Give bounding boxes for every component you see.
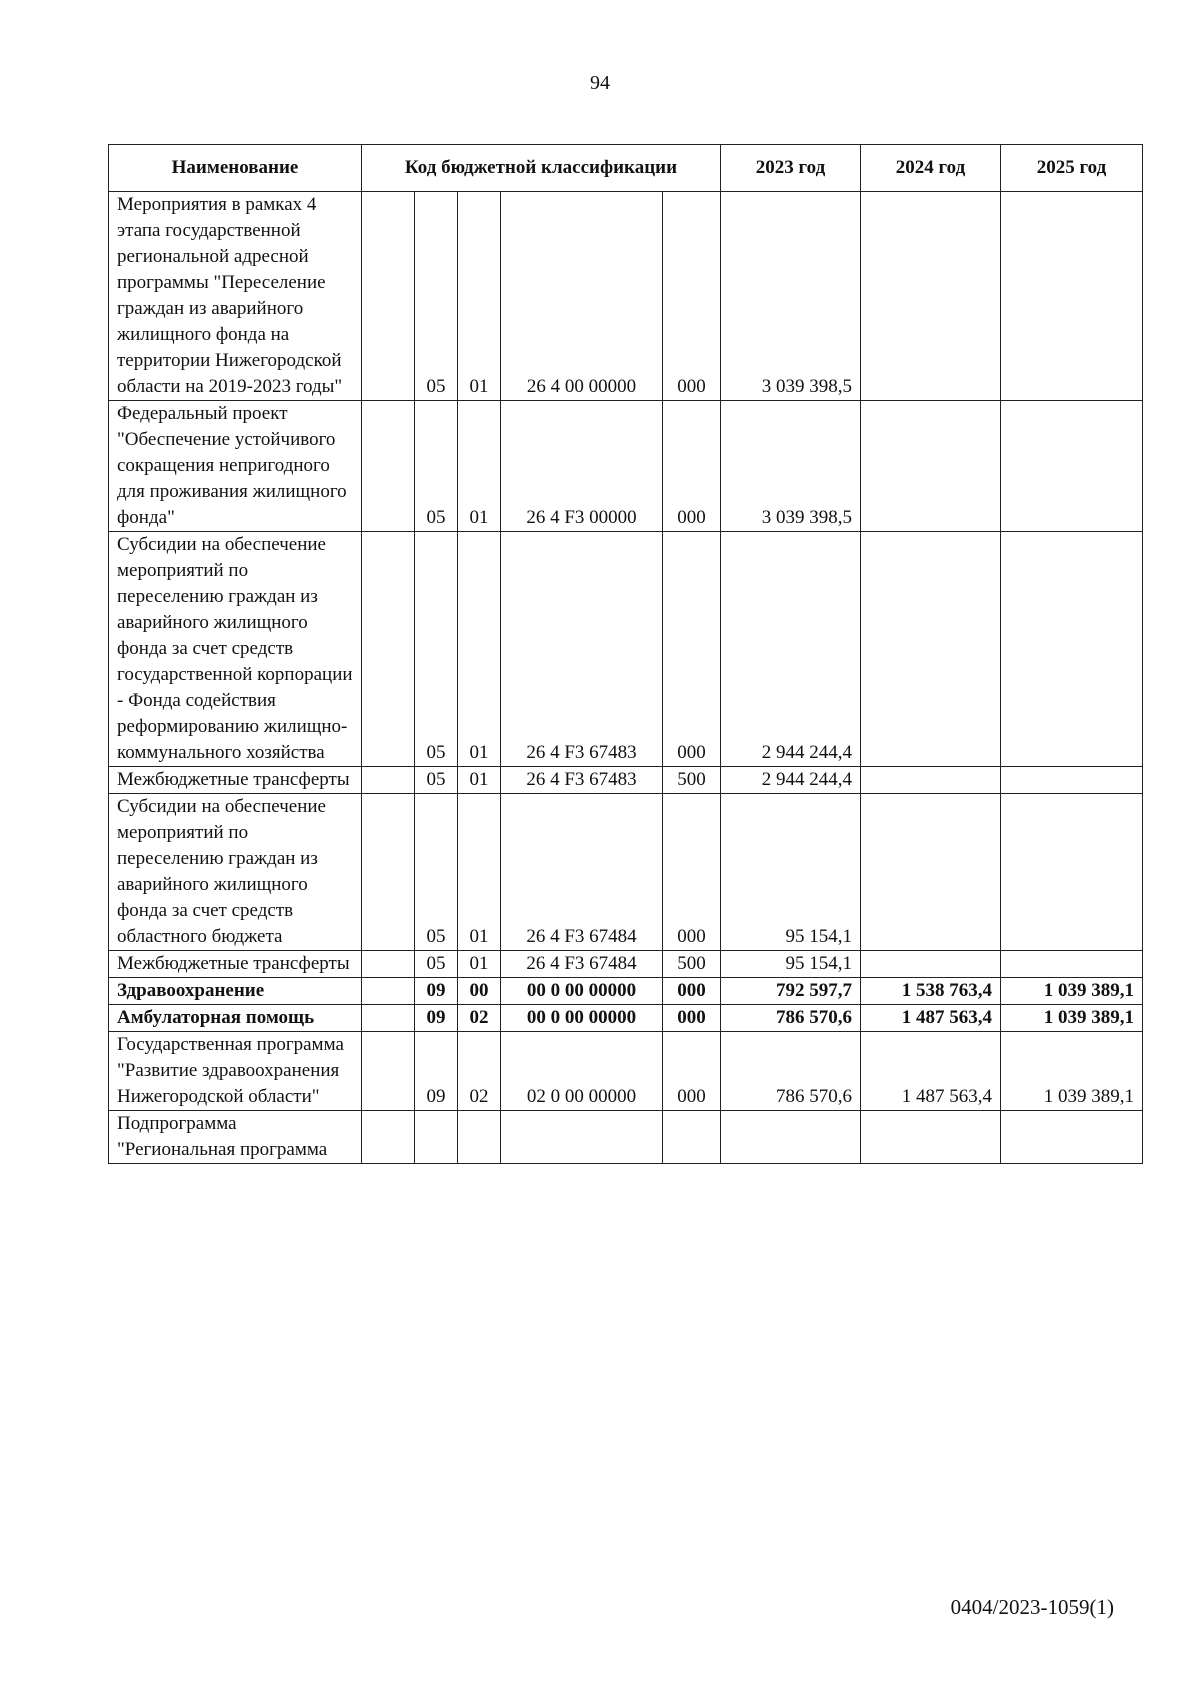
code-section: 09 xyxy=(415,1032,458,1111)
value-2024 xyxy=(861,794,1001,951)
code-expense-type: 000 xyxy=(663,794,721,951)
value-2023: 786 570,6 xyxy=(721,1032,861,1111)
value-2023 xyxy=(721,1111,861,1164)
code-section xyxy=(415,1111,458,1164)
code-target: 00 0 00 00000 xyxy=(501,1005,663,1032)
row-name: Мероприятия в рамках 4 этапа государственной региональной адресной программы "Переселение граждан из аварийного жилищного фонда на территории Нижегородской области на 2019-2023 годы" xyxy=(109,192,362,401)
row-name: Субсидии на обеспечение мероприятий по переселению граждан из аварийного жилищного фонда за счет средств областного бюджета xyxy=(109,794,362,951)
code-target: 26 4 F3 00000 xyxy=(501,401,663,532)
code-part-0 xyxy=(362,951,415,978)
code-part-0 xyxy=(362,1005,415,1032)
code-expense-type: 000 xyxy=(663,401,721,532)
value-2024 xyxy=(861,1111,1001,1164)
value-2023: 786 570,6 xyxy=(721,1005,861,1032)
page-number: 94 xyxy=(590,72,610,94)
budget-table xyxy=(108,144,1143,1164)
row-name: Амбулаторная помощь xyxy=(109,1005,362,1032)
code-target: 00 0 00 00000 xyxy=(501,978,663,1005)
value-2023: 2 944 244,4 xyxy=(721,532,861,767)
value-2024: 1 487 563,4 xyxy=(861,1005,1001,1032)
code-part-0 xyxy=(362,978,415,1005)
table-header-row xyxy=(109,145,1143,192)
table-row xyxy=(109,192,1143,401)
code-part-0 xyxy=(362,192,415,401)
row-name: Здравоохранение xyxy=(109,978,362,1005)
header-2025: 2025 год xyxy=(1001,145,1143,192)
row-name: Подпрограмма "Региональная программа xyxy=(109,1111,362,1164)
row-name: Государственная программа "Развитие здравоохранения Нижегородской области" xyxy=(109,1032,362,1111)
code-subsection: 01 xyxy=(458,532,501,767)
code-section: 05 xyxy=(415,401,458,532)
code-subsection: 01 xyxy=(458,192,501,401)
code-expense-type: 000 xyxy=(663,192,721,401)
code-expense-type: 000 xyxy=(663,1005,721,1032)
row-name: Федеральный проект "Обеспечение устойчивого сокращения непригодного для проживания жилищного фонда" xyxy=(109,401,362,532)
code-part-0 xyxy=(362,532,415,767)
value-2025 xyxy=(1001,794,1143,951)
code-section: 09 xyxy=(415,1005,458,1032)
table-row xyxy=(109,401,1143,532)
value-2024: 1 538 763,4 xyxy=(861,978,1001,1005)
row-name: Межбюджетные трансферты xyxy=(109,951,362,978)
code-subsection: 02 xyxy=(458,1005,501,1032)
code-section: 09 xyxy=(415,978,458,1005)
code-expense-type xyxy=(663,1111,721,1164)
value-2025: 1 039 389,1 xyxy=(1001,978,1143,1005)
code-subsection: 00 xyxy=(458,978,501,1005)
value-2025 xyxy=(1001,767,1143,794)
table-row xyxy=(109,794,1143,951)
code-target: 26 4 00 00000 xyxy=(501,192,663,401)
code-section: 05 xyxy=(415,767,458,794)
code-expense-type: 000 xyxy=(663,532,721,767)
value-2023: 95 154,1 xyxy=(721,951,861,978)
value-2025: 1 039 389,1 xyxy=(1001,1032,1143,1111)
table-row xyxy=(109,1111,1143,1164)
table-row xyxy=(109,767,1143,794)
code-subsection xyxy=(458,1111,501,1164)
table-row xyxy=(109,532,1143,767)
header-2023: 2023 год xyxy=(721,145,861,192)
value-2023: 792 597,7 xyxy=(721,978,861,1005)
table-row xyxy=(109,951,1143,978)
code-section: 05 xyxy=(415,951,458,978)
value-2025 xyxy=(1001,192,1143,401)
code-target: 02 0 00 00000 xyxy=(501,1032,663,1111)
value-2025 xyxy=(1001,401,1143,532)
code-subsection: 01 xyxy=(458,401,501,532)
value-2025 xyxy=(1001,532,1143,767)
value-2024: 1 487 563,4 xyxy=(861,1032,1001,1111)
value-2025 xyxy=(1001,951,1143,978)
value-2024 xyxy=(861,951,1001,978)
code-subsection: 01 xyxy=(458,767,501,794)
code-target xyxy=(501,1111,663,1164)
code-part-0 xyxy=(362,794,415,951)
table-row xyxy=(109,1032,1143,1111)
value-2023: 3 039 398,5 xyxy=(721,192,861,401)
value-2023: 2 944 244,4 xyxy=(721,767,861,794)
code-expense-type: 000 xyxy=(663,978,721,1005)
value-2024 xyxy=(861,767,1001,794)
value-2025 xyxy=(1001,1111,1143,1164)
header-name: Наименование xyxy=(109,145,362,192)
code-expense-type: 500 xyxy=(663,767,721,794)
code-section: 05 xyxy=(415,192,458,401)
header-2024: 2024 год xyxy=(861,145,1001,192)
code-subsection: 01 xyxy=(458,951,501,978)
code-section: 05 xyxy=(415,794,458,951)
code-part-0 xyxy=(362,401,415,532)
table-row xyxy=(109,1005,1143,1032)
value-2024 xyxy=(861,401,1001,532)
code-section: 05 xyxy=(415,532,458,767)
document-code: 0404/2023-1059(1) xyxy=(950,1595,1114,1619)
code-subsection: 02 xyxy=(458,1032,501,1111)
value-2023: 95 154,1 xyxy=(721,794,861,951)
row-name: Субсидии на обеспечение мероприятий по переселению граждан из аварийного жилищного фонда за счет средств государственной корпорации - Фонда содействия реформированию жилищно-коммунального хозяйства xyxy=(109,532,362,767)
header-code: Код бюджетной классификации xyxy=(362,145,721,192)
value-2024 xyxy=(861,192,1001,401)
code-target: 26 4 F3 67483 xyxy=(501,532,663,767)
code-part-0 xyxy=(362,1111,415,1164)
code-expense-type: 000 xyxy=(663,1032,721,1111)
value-2025: 1 039 389,1 xyxy=(1001,1005,1143,1032)
value-2023: 3 039 398,5 xyxy=(721,401,861,532)
row-name: Межбюджетные трансферты xyxy=(109,767,362,794)
code-target: 26 4 F3 67483 xyxy=(501,767,663,794)
code-expense-type: 500 xyxy=(663,951,721,978)
code-subsection: 01 xyxy=(458,794,501,951)
code-target: 26 4 F3 67484 xyxy=(501,794,663,951)
value-2024 xyxy=(861,532,1001,767)
code-part-0 xyxy=(362,767,415,794)
code-target: 26 4 F3 67484 xyxy=(501,951,663,978)
code-part-0 xyxy=(362,1032,415,1111)
table-row xyxy=(109,978,1143,1005)
